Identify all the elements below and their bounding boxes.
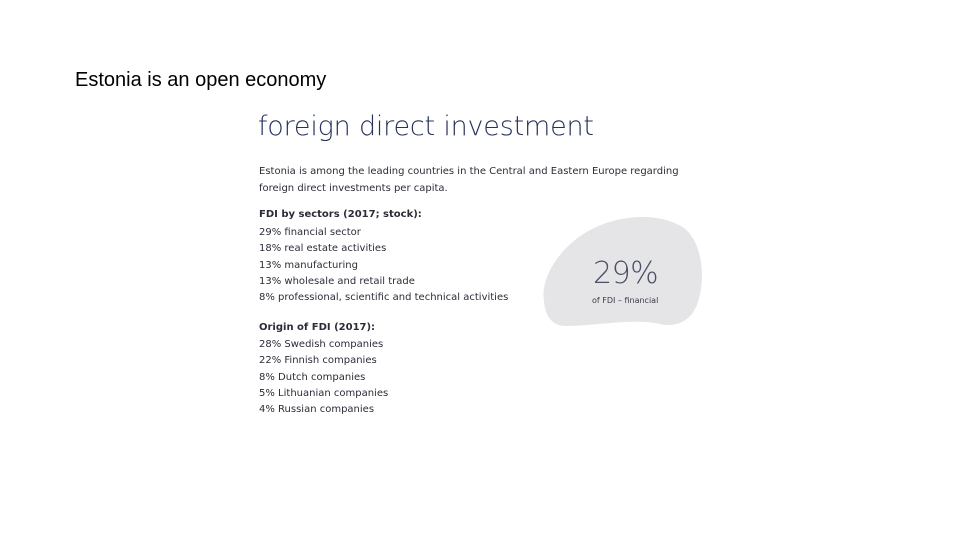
infographic-heading: foreign direct investment (258, 111, 594, 142)
list-item: 28% Swedish companies (259, 339, 384, 350)
list-item: 13% manufacturing (259, 259, 358, 271)
list-item: 8% Dutch companies (259, 371, 366, 383)
list-item: 5% Lithuanian companies (259, 387, 389, 399)
list-item: 18% real estate activities (259, 243, 387, 255)
list-item: 8% professional, scientific and technical activities (259, 292, 509, 304)
slide-title: Estonia is an open economy (75, 69, 327, 91)
stat-callout (542, 216, 704, 328)
sectors-list (259, 225, 508, 306)
list-item: 22% Finnish companies (259, 355, 377, 367)
fdi-infographic (250, 108, 720, 428)
list-item: 4% Russian companies (259, 404, 375, 416)
list-item: 29% financial sector (259, 227, 361, 238)
origin-list (259, 337, 388, 418)
stat-caption: of FDI – financial (592, 296, 659, 305)
stat-value: 29% (593, 256, 659, 291)
intro-text: Estonia is among the leading countries in the Central and Eastern Europe regarding foreign direct investments per capita. (259, 166, 679, 194)
list-item: 13% wholesale and retail trade (259, 275, 415, 287)
sectors-heading: FDI by sectors (2017; stock): (259, 209, 422, 220)
origin-heading: Origin of FDI (2017): (259, 322, 376, 333)
